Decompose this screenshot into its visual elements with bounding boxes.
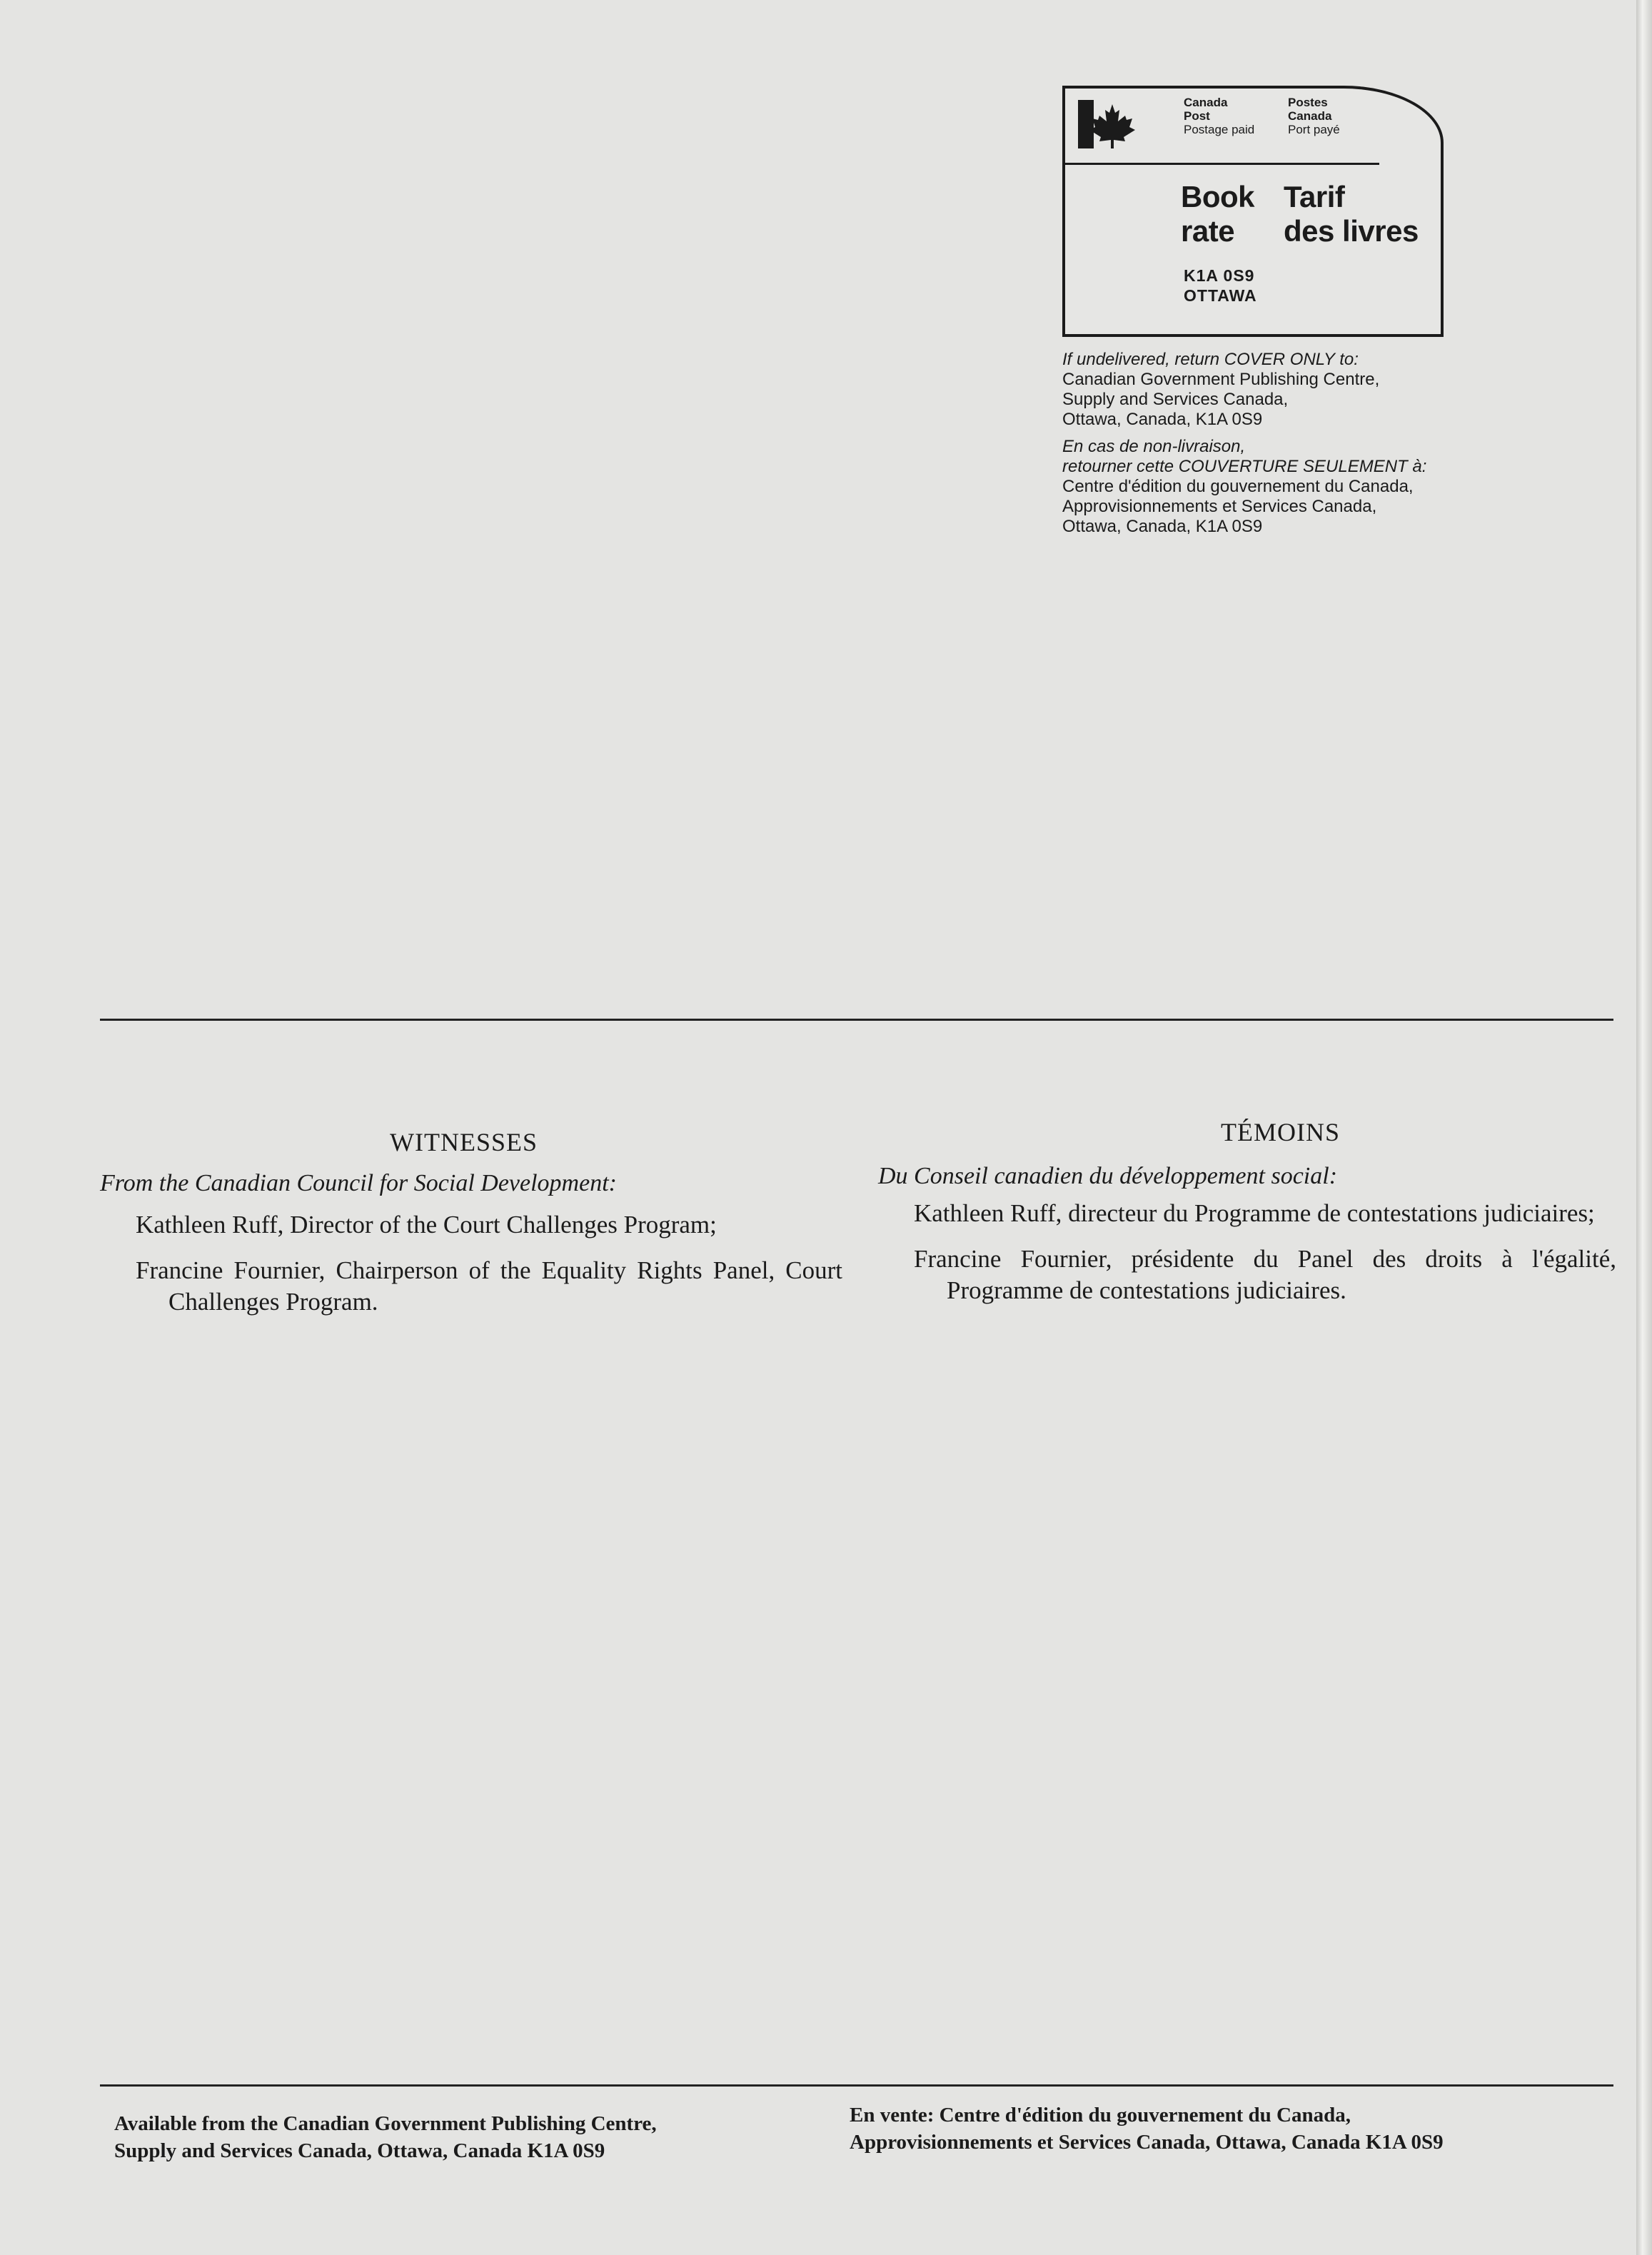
footer-availability-en [114, 2110, 657, 2164]
return-fr-line5: Ottawa, Canada, K1A 0S9 [1062, 517, 1263, 536]
postal-city: OTTAWA [1184, 286, 1257, 305]
postal-destination [1184, 266, 1257, 306]
return-en-line4: Ottawa, Canada, K1A 0S9 [1062, 410, 1263, 429]
footer-en-line2: Supply and Services Canada, Ottawa, Canada K1A 0S9 [114, 2139, 605, 2162]
return-fr-line1: En cas de non-livraison, [1062, 437, 1246, 456]
return-en-line2: Canadian Government Publishing Centre, [1062, 370, 1380, 389]
postage-divider [1065, 163, 1379, 165]
canada-flag-icon [1078, 100, 1147, 148]
postage-en-labels [1184, 96, 1254, 136]
return-fr-line3: Centre d'édition du gouvernement du Canada, [1062, 477, 1414, 496]
book-rate-en [1181, 180, 1254, 248]
witnesses-top-rule [100, 1019, 1613, 1021]
postal-code: K1A 0S9 [1184, 266, 1255, 285]
witnesses-heading-en: WITNESSES [390, 1128, 538, 1156]
postage-paid-en: Postage paid [1184, 123, 1255, 136]
witnesses-organization-fr: Du Conseil canadien du développement social: [878, 1163, 1338, 1189]
footer-availability-fr [850, 2102, 1444, 2156]
book-rate-en-line2: rate [1181, 214, 1235, 248]
bleed-through-left [93, 193, 828, 1549]
postes-canada-fr-1: Postes [1288, 96, 1328, 109]
return-fr-line2: retourner cette COUVERTURE SEULEMENT à: [1062, 457, 1427, 476]
footer-fr-line2: Approvisionnements et Services Canada, Ottawa, Canada K1A 0S9 [850, 2131, 1444, 2154]
postage-fr-labels [1288, 96, 1340, 136]
witness-item-fr-2: Francine Fournier, présidente du Panel des droits à l'égalité, Programme de contestations judiciaires. [914, 1245, 1616, 1304]
canada-post-en-2: Post [1184, 109, 1210, 123]
return-en-line3: Supply and Services Canada, [1062, 390, 1289, 409]
witness-item-en-1: Kathleen Ruff, Director of the Court Challenges Program; [136, 1211, 717, 1239]
return-address-fr [1062, 437, 1462, 537]
postage-indicia [1062, 86, 1444, 337]
witnesses-organization-en: From the Canadian Council for Social Development: [100, 1170, 617, 1196]
witness-item-en-2: Francine Fournier, Chairperson of the Equality Rights Panel, Court Challenges Program. [136, 1256, 842, 1316]
witness-item-fr-1: Kathleen Ruff, directeur du Programme de contestations judiciaires; [914, 1199, 1595, 1227]
port-paye-fr: Port payé [1288, 123, 1340, 136]
return-address [1062, 350, 1462, 544]
witnesses-list-fr [914, 1198, 1616, 1306]
return-address-en [1062, 350, 1462, 430]
return-en-line1: If undelivered, return COVER ONLY to: [1062, 350, 1359, 369]
book-rate-fr [1284, 180, 1419, 248]
footer-fr-line1: En vente: Centre d'édition du gouvernement du Canada, [850, 2104, 1351, 2127]
return-fr-line4: Approvisionnements et Services Canada, [1062, 497, 1377, 516]
witnesses-heading-fr: TÉMOINS [1221, 1118, 1340, 1146]
book-rate-fr-line1: Tarif [1284, 180, 1345, 213]
canada-post-en-1: Canada [1184, 96, 1228, 109]
postes-canada-fr-2: Canada [1288, 109, 1332, 123]
page-edge [1636, 0, 1652, 2255]
book-rate-fr-line2: des livres [1284, 214, 1419, 248]
witnesses-list-en [136, 1209, 842, 1318]
footer-top-rule [100, 2084, 1613, 2087]
book-rate-en-line1: Book [1181, 180, 1254, 213]
footer-en-line1: Available from the Canadian Government Publishing Centre, [114, 2112, 657, 2135]
